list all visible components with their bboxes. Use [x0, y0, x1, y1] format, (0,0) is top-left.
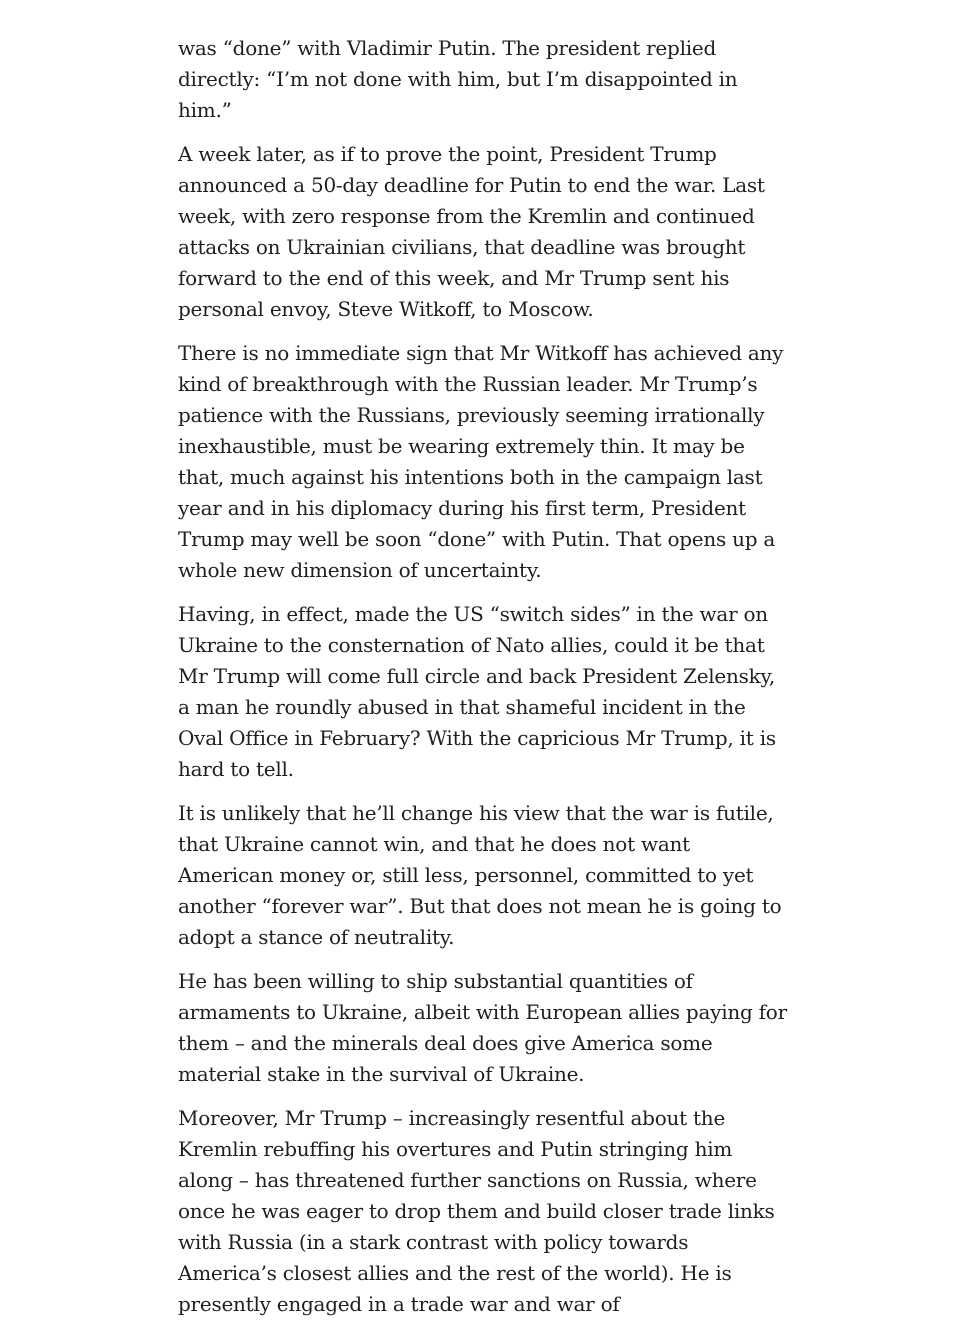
article-paragraph-1: was “done” with Vladimir Putin. The president replied directly: “I’m not done with him, but I’m disappointed in him.”: [178, 36, 738, 122]
article-paragraph-4: Having, in effect, made the US “switch sides” in the war on Ukraine to the consternation of Nato allies, could it be that Mr Trump will come full circle and back President Zelensky, a man he roundly abused in that shameful incident in the Oval Office in February? With the capricious Mr Trump, it is hard to tell.: [178, 602, 776, 781]
article-paragraph-6: He has been willing to ship substantial quantities of armaments to Ukraine, albeit with European allies paying for them – and the minerals deal does give America some material stake in the survival of Ukraine.: [178, 969, 787, 1086]
article-paragraph-7: Moreover, Mr Trump – increasingly resentful about the Kremlin rebuffing his overtures and Putin stringing him along – has threatened further sanctions on Russia, where once he was eager to drop them and build closer trade links with Russia (in a stark contrast with policy towards America’s closest allies and the rest of the world). He is presently engaged in a trade war and war of: [178, 1106, 775, 1316]
article-body: [178, 33, 788, 1333]
article-paragraph-5: It is unlikely that he’ll change his view that the war is futile, that Ukraine cannot win, and that he does not want American money or, still less, personnel, committed to yet another “forever war”. But that does not mean he is going to adopt a stance of neutrality.: [178, 801, 782, 949]
article-paragraph-3: There is no immediate sign that Mr Witkoff has achieved any kind of breakthrough with the Russian leader. Mr Trump’s patience with the Russians, previously seeming irrationally inexhaustible, must be wearing extremely thin. It may be that, much against his intentions both in the campaign last year and in his diplomacy during his first term, President Trump may well be soon “done” with Putin. That opens up a whole new dimension of uncertainty.: [178, 341, 784, 582]
article-paragraph-2: A week later, as if to prove the point, President Trump announced a 50-day deadline for Putin to end the war. Last week, with zero response from the Kremlin and continued attacks on Ukrainian civilians, that deadline was brought forward to the end of this week, and Mr Trump sent his personal envoy, Steve Witkoff, to Moscow.: [178, 142, 765, 321]
